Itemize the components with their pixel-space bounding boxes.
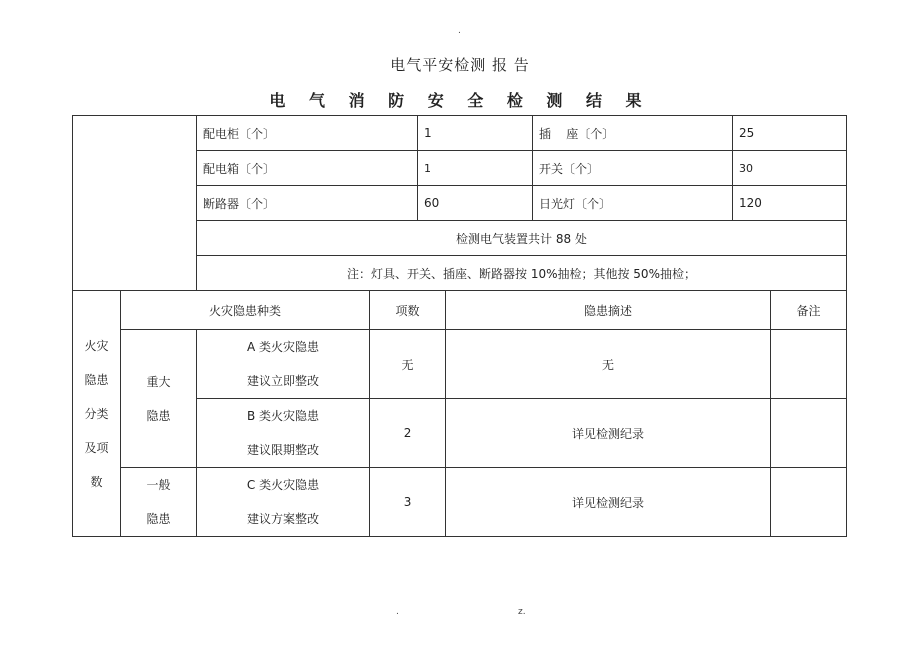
hazard-table: [72, 290, 847, 537]
device-label: 配电箱〔个〕: [197, 151, 418, 186]
hazard-description: 详见检测纪录: [446, 468, 771, 537]
hazard-side-label: 火灾 隐患 分类 及项 数: [73, 291, 121, 537]
hazard-count: 3: [370, 468, 446, 537]
report-title: 电气平安检测 报 告: [390, 56, 530, 74]
header-description: 隐患摘述: [446, 291, 771, 330]
section-title: 电 气 消 防 安 全 检 测 结 果: [269, 91, 651, 110]
hazard-description: 详见检测纪录: [446, 399, 771, 468]
device-label: 配电柜〔个〕: [197, 116, 418, 151]
general-hazard-group: 一般 隐患: [121, 468, 197, 537]
hazard-row: [73, 468, 847, 537]
device-label: 开关〔个〕: [533, 151, 733, 186]
footer-left-mark: .: [396, 607, 399, 617]
hazard-remark: [771, 330, 847, 399]
device-label: 断路器〔个〕: [197, 186, 418, 221]
hazard-remark: [771, 399, 847, 468]
sampling-note: 注：灯具、开关、插座、断路器按 10%抽检；其他按 50%抽检；: [197, 256, 847, 291]
device-value: 60: [418, 186, 533, 221]
device-value: 30: [733, 151, 847, 186]
header-hazard-type: 火灾隐患种类: [121, 291, 370, 330]
hazard-class-b: B 类火灾隐患 建议限期整改: [197, 399, 370, 468]
hazard-count: 2: [370, 399, 446, 468]
major-hazard-group: 重大 隐患: [121, 330, 197, 468]
header-count: 项数: [370, 291, 446, 330]
hazard-count: 无: [370, 330, 446, 399]
device-value: 120: [733, 186, 847, 221]
device-value: 25: [733, 116, 847, 151]
footer-right-mark: z.: [518, 607, 526, 617]
device-label: 日光灯〔个〕: [533, 186, 733, 221]
hazard-description: 无: [446, 330, 771, 399]
hazard-remark: [771, 468, 847, 537]
device-label: 插 座〔个〕: [533, 116, 733, 151]
device-value: 1: [418, 151, 533, 186]
header-remark: 备注: [771, 291, 847, 330]
hazard-row: [73, 330, 847, 399]
header-dot: .: [458, 26, 461, 36]
device-row: [73, 116, 847, 151]
hazard-class-c: C 类火灾隐患 建议方案整改: [197, 468, 370, 537]
device-blank-cell: [73, 116, 197, 291]
hazard-header-row: [73, 291, 847, 330]
device-value: 1: [418, 116, 533, 151]
device-table: [72, 115, 847, 291]
device-total: 检测电气装置共计 88 处: [197, 221, 847, 256]
hazard-class-a: A 类火灾隐患 建议立即整改: [197, 330, 370, 399]
